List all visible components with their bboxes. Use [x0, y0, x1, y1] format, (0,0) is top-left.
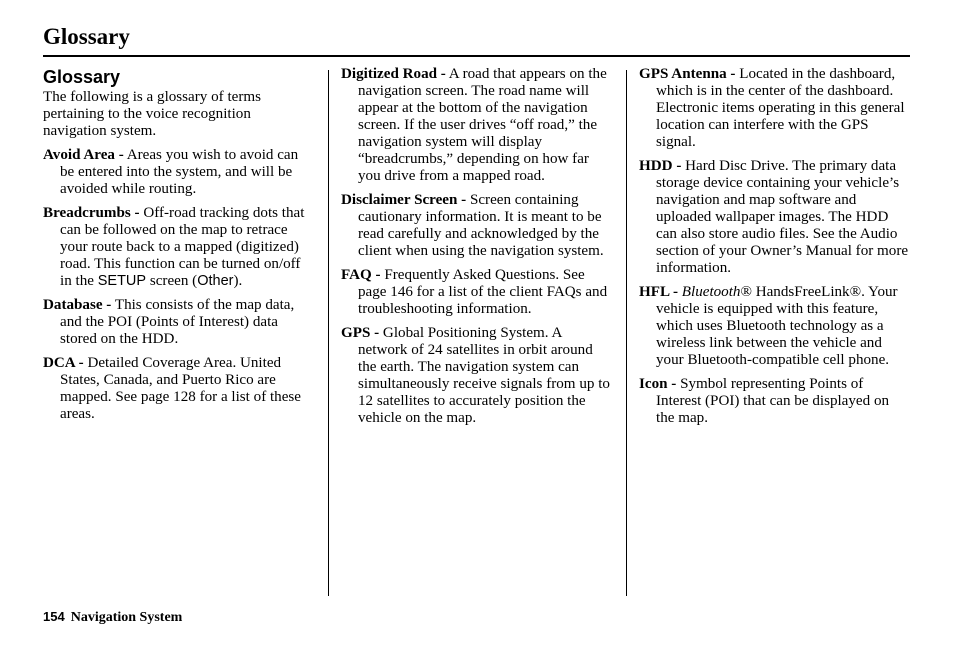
glossary-term: Avoid Area - — [43, 147, 124, 163]
glossary-term: Database - — [43, 297, 112, 313]
glossary-definition: ® HandsFreeLink®. Your vehicle is equipped with this feature, which uses Bluetooth technology as a wireless link between the vehicle and your Bluetooth-compatible cell phone. — [656, 284, 898, 368]
page-number: 154 — [43, 609, 65, 624]
glossary-definition: screen ( — [146, 273, 198, 289]
glossary-entry-dca — [43, 355, 315, 423]
glossary-term: Disclaimer Screen - — [341, 192, 467, 208]
glossary-term: GPS - — [341, 325, 380, 341]
glossary-definition: Screen containing cautionary information. It is meant to be read carefully and acknowledged by the client when using the navigation system. — [358, 192, 604, 259]
page-footer — [43, 609, 182, 626]
page-title: Glossary — [43, 24, 130, 49]
glossary-term: FAQ - — [341, 267, 381, 283]
column-right — [639, 66, 911, 434]
glossary-entry-database — [43, 297, 315, 348]
glossary-definition: Global Positioning System. A network of 24 satellites in orbit around the earth. The navigation system can simultaneously receive signals from up to 12 satellites to accurately position the vehicle on the map. — [358, 325, 610, 426]
glossary-term: HDD - — [639, 158, 682, 174]
glossary-entry-gps — [341, 325, 613, 427]
glossary-entry-icon — [639, 376, 911, 427]
glossary-definition: Symbol representing Points of Interest (POI) that can be displayed on the map. — [656, 376, 890, 426]
glossary-entry-digitized-road — [341, 66, 613, 185]
glossary-definition: Located in the dashboard, which is in the center of the dashboard. Electronic items operating in this general location can interfere with the GPS signal. — [656, 66, 905, 150]
section-heading: Glossary — [43, 67, 121, 87]
glossary-definition: Frequently Asked Questions. See page 146 for a list of the client FAQs and troubleshooting information. — [358, 267, 608, 317]
glossary-entry-hdd — [639, 158, 911, 277]
glossary-term: GPS Antenna - — [639, 66, 736, 82]
column-divider — [626, 70, 627, 596]
glossary-definition: This consists of the map data, and the POI (Points of Interest) data stored on the HDD. — [60, 297, 295, 347]
glossary-definition: Hard Disc Drive. The primary data storage device containing your vehicle’s navigation and map software and uploaded wallpaper images. The HDD can also store audio files. See the Audio section of your Owner’s Manual for more information. — [656, 158, 909, 276]
glossary-term: Breadcrumbs - — [43, 205, 140, 221]
glossary-definition: Areas you wish to avoid can be entered into the system, and will be avoided while routing. — [60, 147, 299, 197]
glossary-term: Icon - — [639, 376, 677, 392]
glossary-entry-breadcrumbs — [43, 205, 315, 290]
footer-label: Navigation System — [70, 610, 183, 625]
glossary-entry-gps-antenna — [639, 66, 911, 151]
column-left — [43, 66, 315, 430]
column-divider — [328, 70, 329, 596]
glossary-term: HFL - — [639, 284, 678, 300]
glossary-definition: A road that appears on the navigation screen. The road name will appear at the bottom of the navigation screen. If the user drives “off road,” the navigation system will display “breadcrumbs,” depending on how far you drive from a mapped road. — [358, 66, 607, 184]
glossary-italic-term: Bluetooth — [681, 284, 741, 300]
glossary-entry-avoid-area — [43, 147, 315, 198]
glossary-definition: Detailed Coverage Area. United States, Canada, and Puerto Rico are mapped. See page 128 for a list of these areas. — [60, 355, 302, 422]
ui-label-other: Other — [197, 273, 234, 289]
title-rule — [43, 55, 910, 57]
glossary-entry-faq — [341, 267, 613, 318]
column-middle — [341, 66, 613, 434]
glossary-entry-disclaimer-screen — [341, 192, 613, 260]
glossary-term: Digitized Road - — [341, 66, 446, 82]
glossary-definition: ). — [233, 273, 243, 289]
glossary-term: DCA - — [43, 355, 84, 371]
glossary-entry-hfl — [639, 284, 911, 369]
ui-label-setup: SETUP — [97, 273, 147, 289]
intro-text: The following is a glossary of terms pertaining to the voice recognition navigation system. — [43, 89, 261, 139]
glossary-definition: Off-road tracking dots that can be followed on the map to retrace your route back to a mapped (digitized) road. This function can be turned on/off in the — [60, 205, 305, 289]
